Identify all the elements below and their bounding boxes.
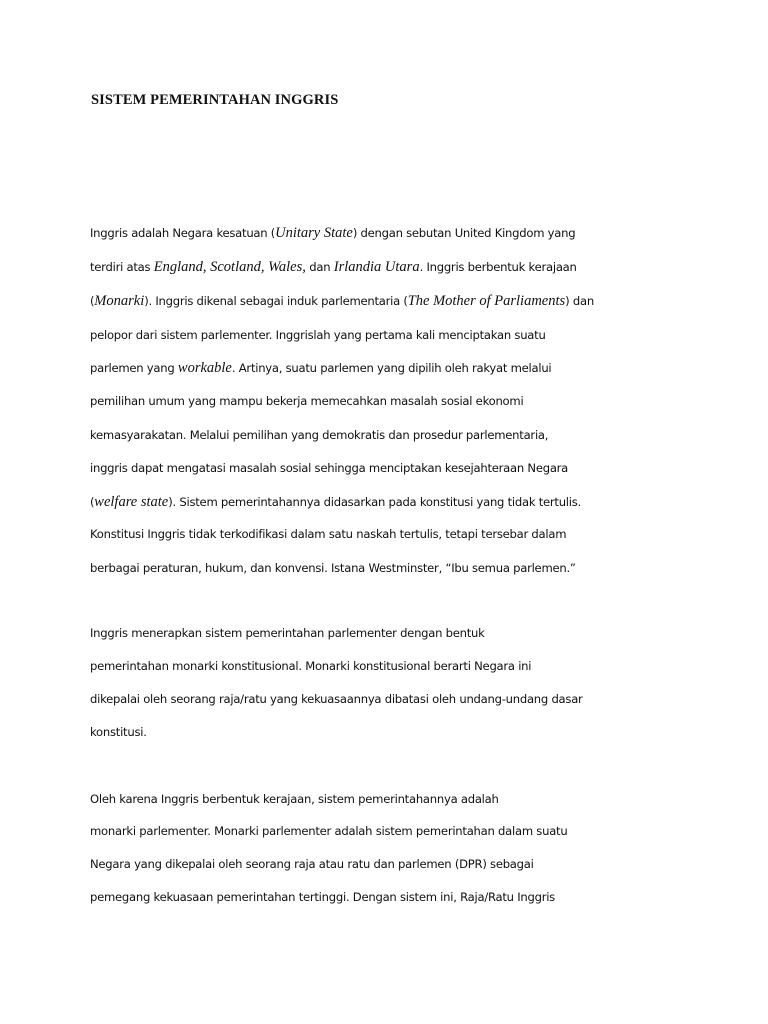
- paragraph-1-line-7: kemasyarakatan. Melalui pemilihan yang demokratis dan prosedur parlementaria,: [90, 428, 549, 442]
- paragraph-1-line-4: pelopor dari sistem parlementer. Inggrislah yang pertama kali menciptakan suatu: [90, 328, 546, 342]
- paragraph-1-line-10: Konstitusi Inggris tidak terkodifikasi dalam satu naskah tertulis, tetapi tersebar dalam: [90, 527, 567, 541]
- paragraph-1-line-11: berbagai peraturan, hukum, dan konvensi. Istana Westminster, “Ibu semua parlemen.”: [90, 561, 576, 575]
- text-run: . Inggris berbentuk kerajaan: [419, 260, 577, 274]
- text-run: (: [90, 294, 95, 308]
- paragraph-3-line-4: pemegang kekuasaan pemerintahan tertinggi. Dengan sistem ini, Raja/Ratu Inggris: [90, 890, 555, 904]
- text-run: parlemen yang: [90, 361, 178, 375]
- text-run: . Artinya, suatu parlemen yang dipilih oleh rakyat melalui: [231, 361, 552, 375]
- document-title: SISTEM PEMERINTAHAN INGGRIS: [91, 92, 339, 108]
- text-run: Inggris adalah Negara kesatuan (: [90, 226, 276, 240]
- italic-term: Monarki: [94, 293, 145, 309]
- italic-term: Irlandia Utara: [333, 259, 420, 275]
- italic-term: welfare state: [94, 494, 169, 510]
- paragraph-1-line-8: inggris dapat mengatasi masalah sosial sehingga menciptakan kesejahteraan Negara: [90, 461, 569, 475]
- paragraph-2-line-3: dikepalai oleh seorang raja/ratu yang kekuasaannya dibatasi oleh undang-undang dasar: [90, 692, 583, 706]
- text-run: ). Inggris dikenal sebagai induk parlementaria (: [144, 294, 408, 308]
- text-run: dan: [305, 260, 334, 274]
- paragraph-3-line-3: Negara yang dikepalai oleh seorang raja atau ratu dan parlemen (DPR) sebagai: [90, 857, 534, 871]
- text-run: ) dan: [565, 294, 594, 308]
- text-run: ) dengan sebutan United Kingdom yang: [352, 226, 576, 240]
- paragraph-1-line-5: [90, 360, 551, 376]
- text-run: terdiri atas: [90, 260, 154, 274]
- paragraph-2-line-2: pemerintahan monarki konstitusional. Monarki konstitusional berarti Negara ini: [90, 659, 532, 673]
- paragraph-1-line-3: [90, 293, 594, 309]
- text-run: (: [90, 495, 95, 509]
- paragraph-1-line-6: pemilihan umum yang mampu bekerja memecahkan masalah sosial ekonomi: [90, 394, 524, 408]
- text-run: ). Sistem pemerintahannya didasarkan pada konstitusi yang tidak tertulis.: [168, 495, 581, 509]
- italic-term: workable: [177, 360, 232, 376]
- paragraph-1-line-1: [90, 225, 575, 241]
- paragraph-3-line-1: Oleh karena Inggris berbentuk kerajaan, sistem pemerintahannya adalah: [90, 792, 499, 806]
- italic-term: Unitary State: [275, 225, 353, 241]
- paragraph-1-line-9: [90, 494, 581, 510]
- italic-term: The Mother of Parliaments: [407, 293, 566, 309]
- paragraph-3-line-2: monarki parlementer. Monarki parlementer adalah sistem pemerintahan dalam suatu: [90, 824, 568, 838]
- paragraph-1-line-2: [90, 259, 577, 275]
- italic-term: England, Scotland, Wales,: [153, 259, 306, 275]
- paragraph-2-line-4: konstitusi.: [90, 725, 147, 739]
- paragraph-2-line-1: Inggris menerapkan sistem pemerintahan parlementer dengan bentuk: [90, 626, 485, 640]
